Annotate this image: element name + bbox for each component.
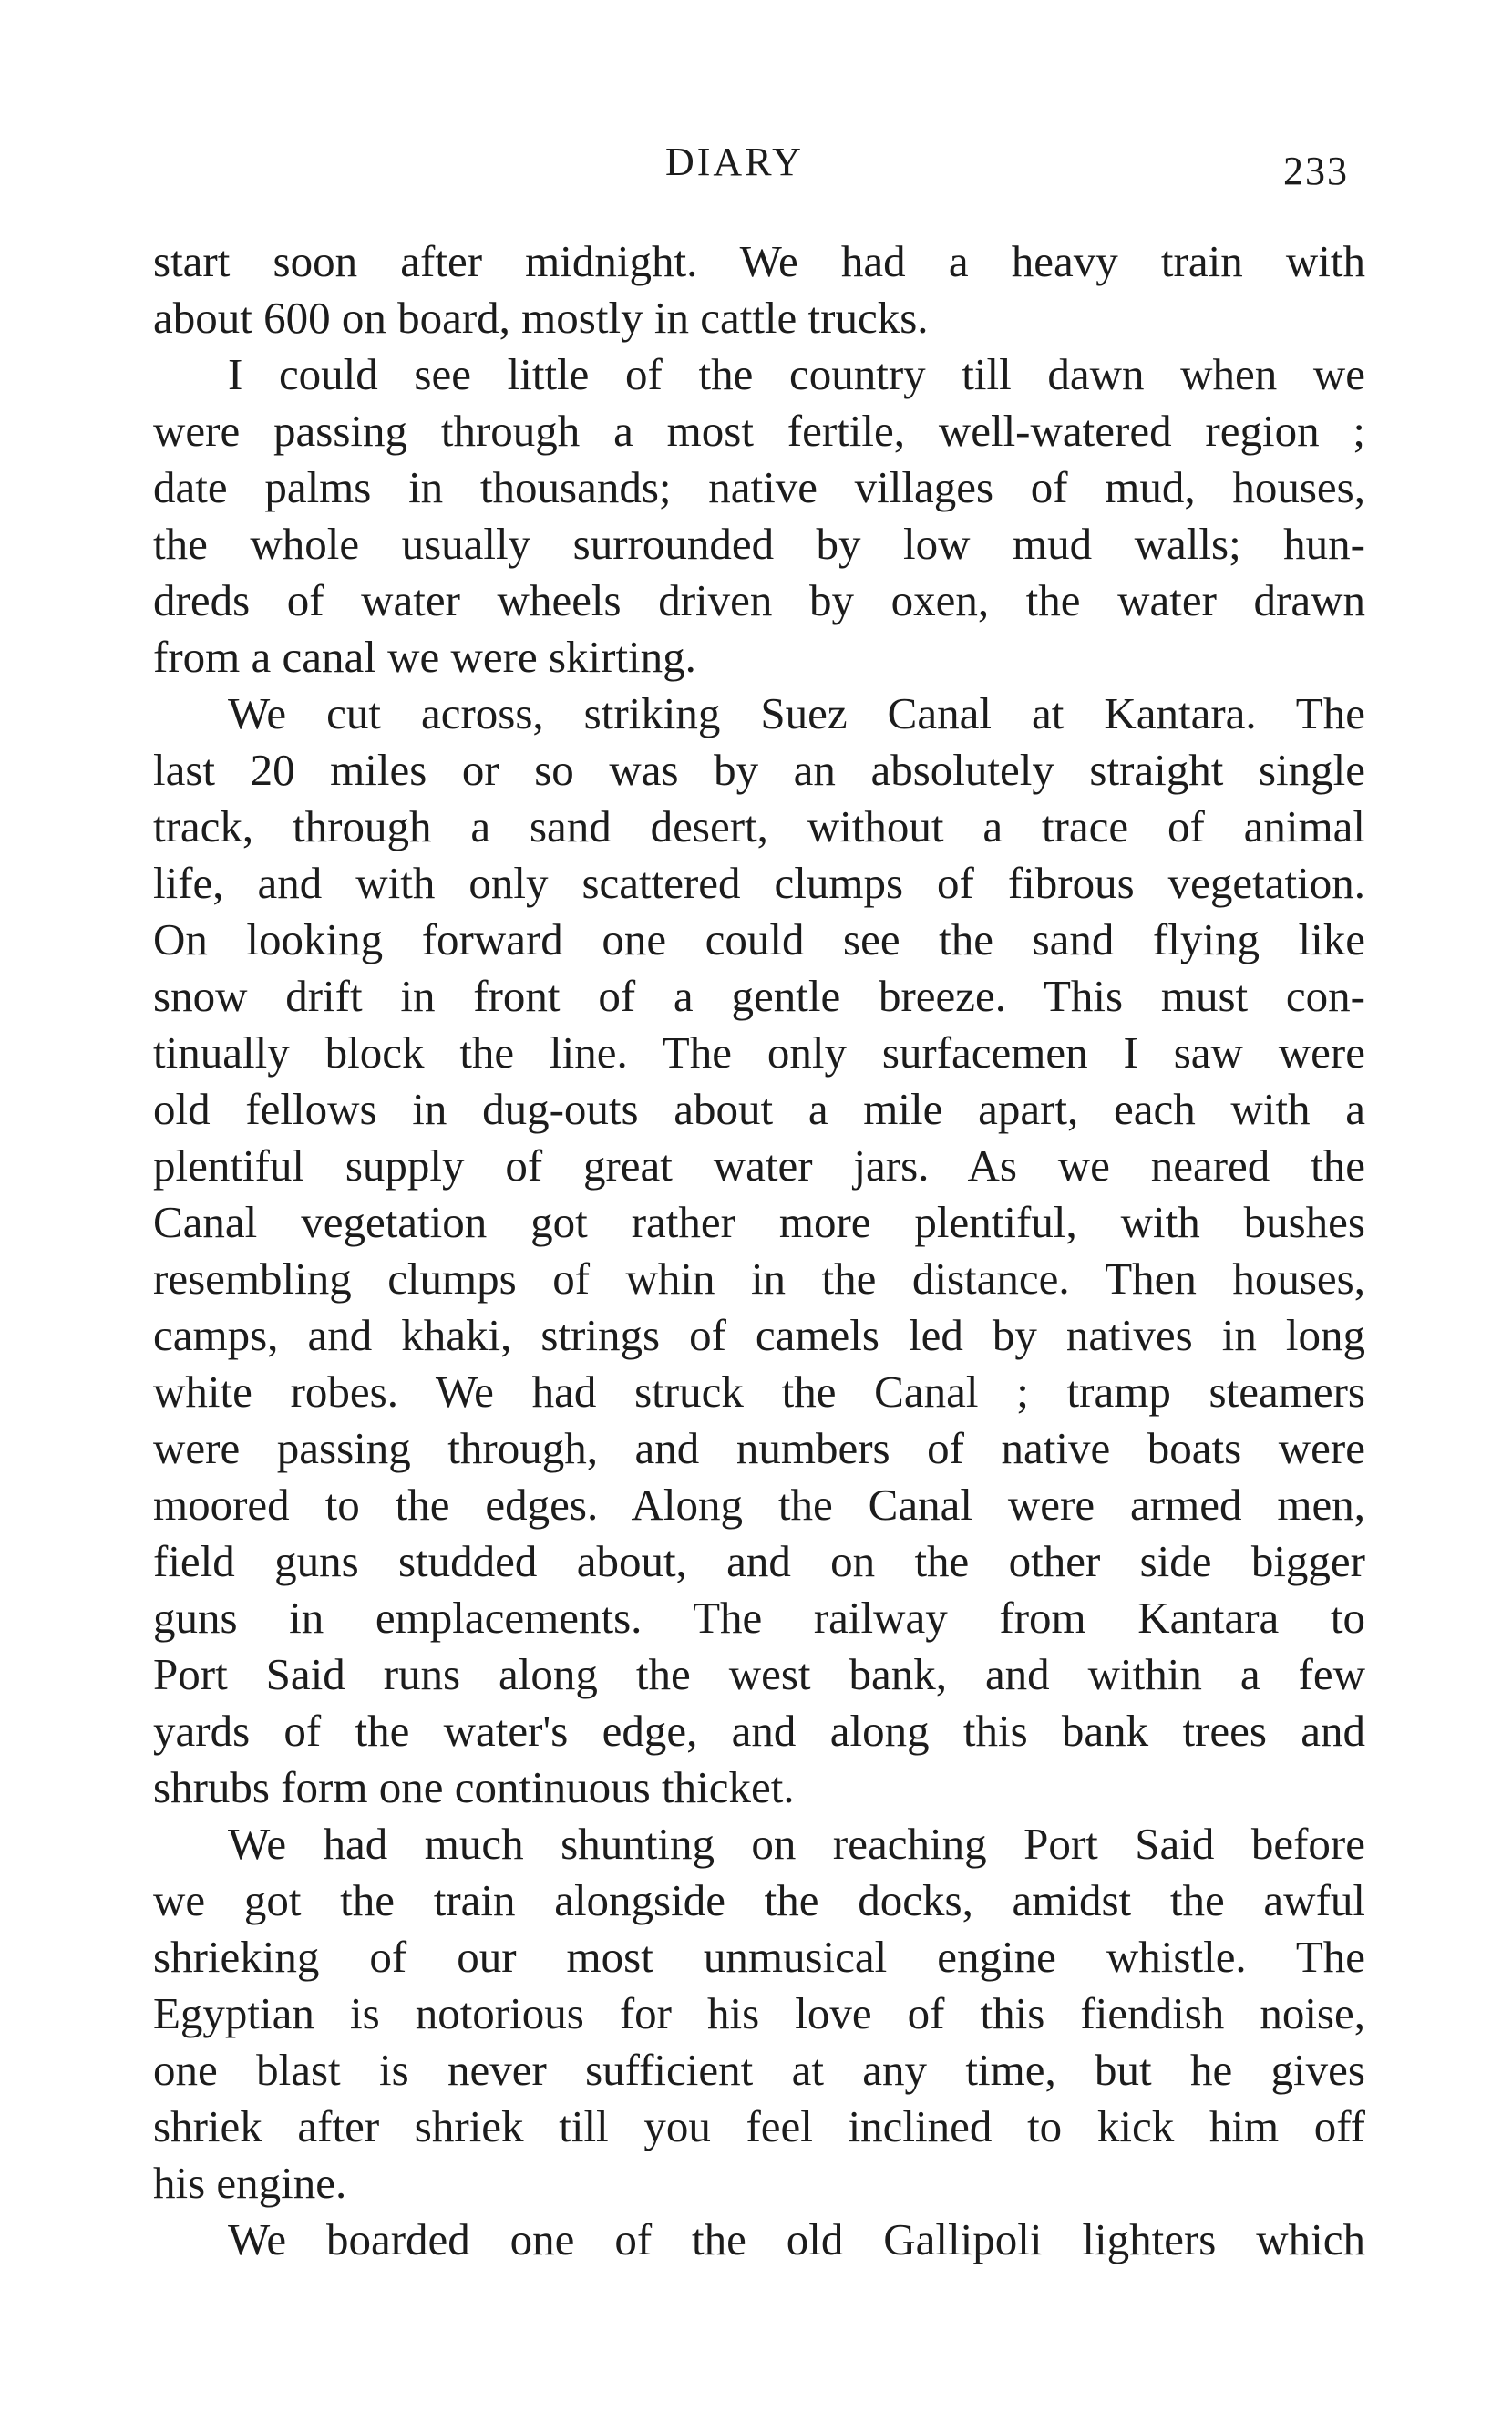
text-line: dreds of water wheels driven by oxen, the water drawn (153, 575, 1365, 625)
text-line: field guns studded about, and on the other side bigger (153, 1536, 1365, 1586)
text-line: white robes. We had struck the Canal ; tramp steamers (153, 1367, 1365, 1417)
text-line: camps, and khaki, strings of camels led by natives in long (153, 1310, 1365, 1360)
text-line: I could see little of the country till dawn when we (228, 349, 1365, 399)
text-line: Port Said runs along the west bank, and within a few (153, 1649, 1365, 1699)
text-line: about 600 on board, mostly in cattle trucks. (153, 293, 929, 343)
text-line: We boarded one of the old Gallipoli lighters which (228, 2214, 1365, 2264)
text-line: from a canal we were skirting. (153, 632, 696, 682)
text-line: Canal vegetation got rather more plentiful, with bushes (153, 1197, 1365, 1247)
text-line: the whole usually surrounded by low mud walls; hun- (153, 519, 1365, 569)
text-line: yards of the water's edge, and along this bank trees and (153, 1706, 1365, 1756)
running-title: DIARY (665, 139, 804, 184)
text-line: resembling clumps of whin in the distance. Then houses, (153, 1253, 1365, 1304)
text-line: track, through a sand desert, without a trace of animal (153, 801, 1365, 851)
text-line: On looking forward one could see the sand flying like (153, 914, 1365, 964)
text-line: his engine. (153, 2158, 347, 2208)
text-line: were passing through a most fertile, well-watered region ; (153, 406, 1365, 456)
text-line: we got the train alongside the docks, amidst the awful (153, 1875, 1365, 1925)
body-text (153, 233, 1365, 2268)
text-line: one blast is never sufficient at any time, but he gives (153, 2045, 1365, 2095)
text-line: life, and with only scattered clumps of fibrous vegetation. (153, 858, 1365, 908)
text-line: were passing through, and numbers of native boats were (153, 1423, 1365, 1473)
text-line: shrieking of our most unmusical engine whistle. The (153, 1932, 1365, 1982)
text-line: moored to the edges. Along the Canal were armed men, (153, 1480, 1365, 1530)
text-line: shrubs form one continuous thicket. (153, 1762, 795, 1812)
text-line: We cut across, striking Suez Canal at Kantara. The (228, 688, 1365, 738)
text-line: snow drift in front of a gentle breeze. This must con- (153, 971, 1365, 1021)
text-line: old fellows in dug-outs about a mile apart, each with a (153, 1084, 1365, 1134)
text-line: shriek after shriek till you feel inclined to kick him off (153, 2101, 1365, 2151)
text-line: Egyptian is notorious for his love of this fiendish noise, (153, 1988, 1365, 2038)
text-line: We had much shunting on reaching Port Said before (228, 1819, 1365, 1869)
text-line: last 20 miles or so was by an absolutely straight single (153, 745, 1365, 795)
text-line: start soon after midnight. We had a heavy train with (153, 236, 1365, 286)
text-line: guns in emplacements. The railway from Kantara to (153, 1593, 1365, 1643)
text-line: plentiful supply of great water jars. As we neared the (153, 1140, 1365, 1191)
text-line: date palms in thousands; native villages of mud, houses, (153, 462, 1365, 512)
text-line: tinually block the line. The only surfacemen I saw were (153, 1027, 1365, 1078)
page-number: 233 (1283, 149, 1349, 193)
